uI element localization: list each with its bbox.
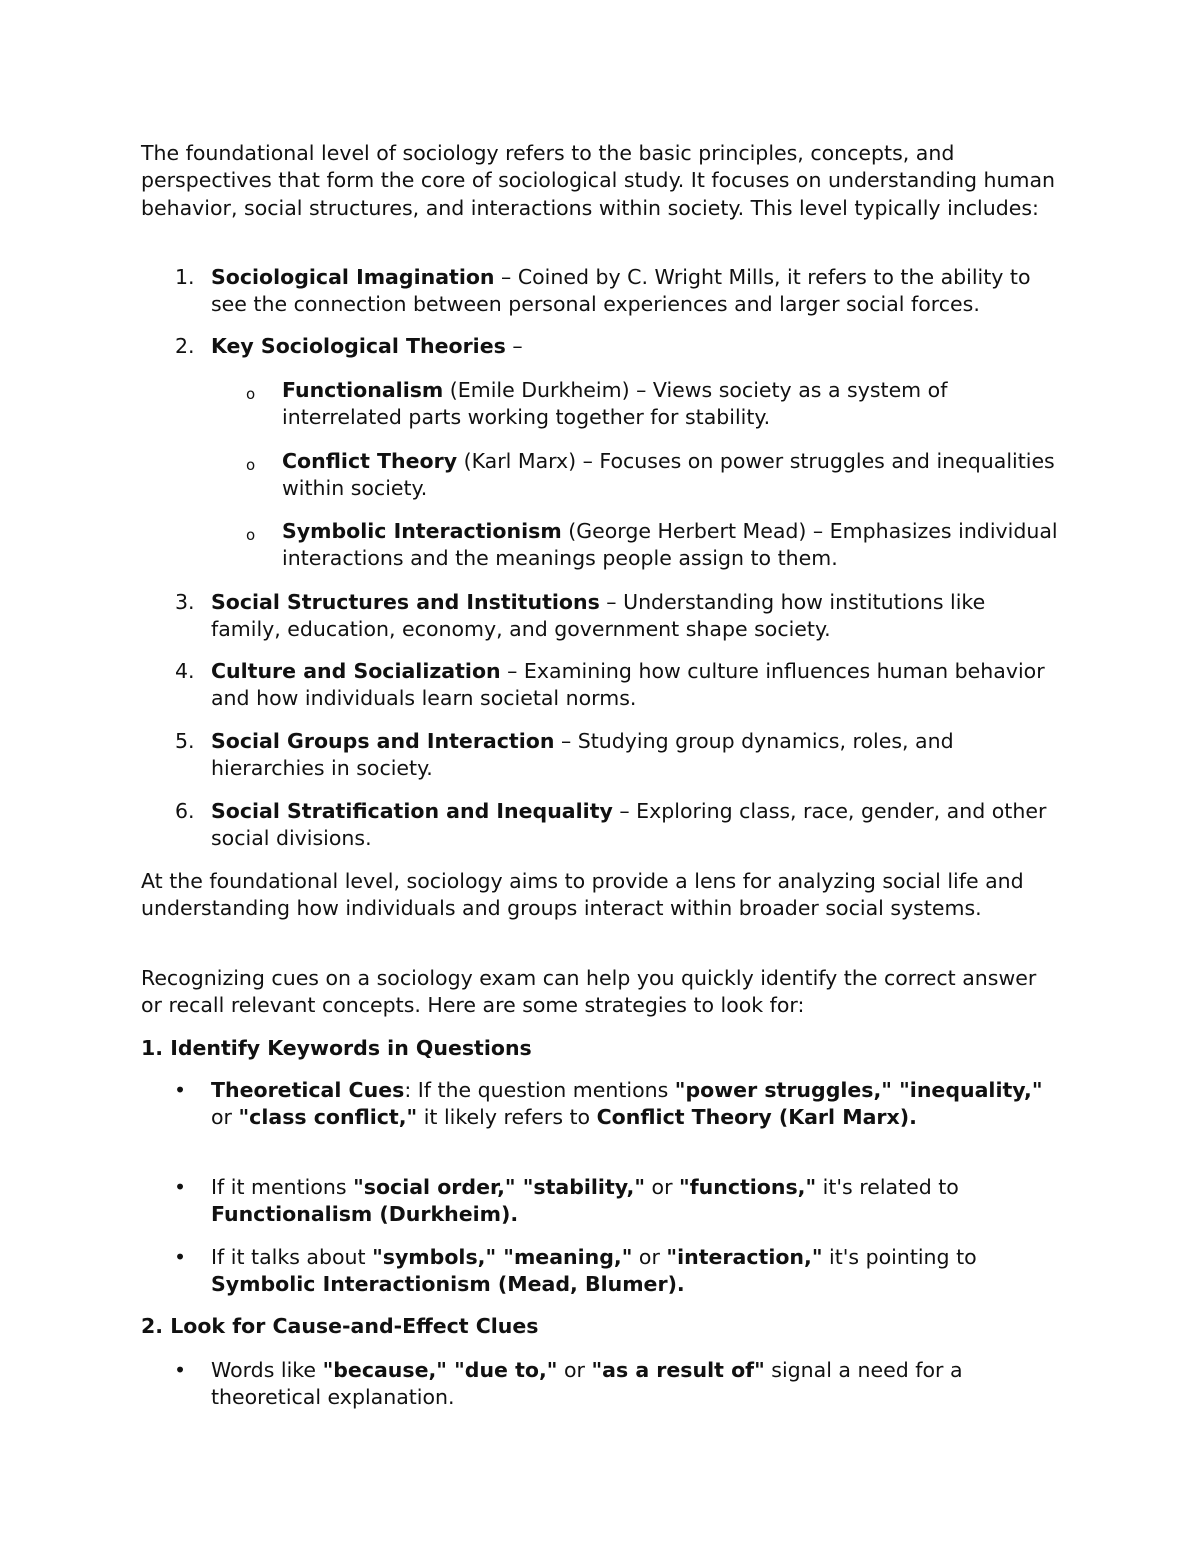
text-run: : If the question mentions: [404, 1078, 675, 1102]
bullet-icon: •: [174, 1358, 187, 1382]
list-term: Culture and Socialization: [211, 659, 501, 683]
text-run: it's pointing to: [822, 1245, 977, 1269]
list-text: [211, 264, 1061, 319]
list-term: Sociological Imagination: [211, 265, 495, 289]
keyword-run: "interaction,": [666, 1245, 823, 1269]
section-heading-keywords: 1. Identify Keywords in Questions: [141, 1036, 532, 1060]
list-number: 4.: [175, 659, 195, 683]
sub-list-text: [282, 448, 1062, 503]
sub-list-text: [282, 377, 1062, 432]
keyword-run: "functions,": [679, 1175, 817, 1199]
keyword-run: "power struggles," "inequality,": [674, 1078, 1043, 1102]
list-desc: – Understanding how institutions like family, education, economy, and government shape society.: [211, 590, 986, 642]
list-number: 5.: [175, 729, 195, 753]
bullet-text: [211, 1357, 1061, 1412]
text-run: it likely refers to: [417, 1105, 597, 1130]
keyword-run: "symbols," "meaning,": [372, 1245, 633, 1269]
text-run: Words like: [211, 1358, 323, 1382]
list-text: [211, 589, 1061, 644]
theory-desc: (Emile Durkheim) – Views society as a system of interrelated parts working together for stability.: [282, 378, 948, 430]
theory-desc: (Karl Marx) – Focuses on power struggles and inequalities within society.: [282, 449, 1055, 501]
list-text: [211, 728, 1061, 783]
list-number: 6.: [175, 799, 195, 823]
section-heading-cause-effect: 2. Look for Cause-and-Effect Clues: [141, 1314, 539, 1338]
text-run: or: [211, 1105, 239, 1130]
bullet-text: [211, 1174, 1061, 1229]
circle-bullet-icon: o: [246, 385, 256, 403]
theory-run: Functionalism (Durkheim).: [211, 1202, 519, 1227]
bullet-icon: •: [174, 1078, 187, 1102]
bullet-icon: •: [174, 1175, 187, 1199]
cue-label: Theoretical Cues: [211, 1078, 405, 1102]
text-run: If it talks about: [211, 1245, 373, 1269]
keyword-run: "because," "due to,": [322, 1358, 558, 1382]
circle-bullet-icon: o: [246, 526, 256, 544]
text-run: or: [632, 1245, 667, 1269]
text-run: or: [645, 1175, 680, 1199]
text-run: it's related to: [816, 1175, 959, 1199]
theory-run: Symbolic Interactionism (Mead, Blumer).: [211, 1272, 685, 1297]
keyword-run: "class conflict,": [238, 1105, 418, 1130]
list-term: Social Structures and Institutions: [211, 590, 600, 614]
circle-bullet-icon: o: [246, 456, 256, 474]
keyword-run: "social order," "stability,": [353, 1175, 646, 1199]
theory-desc: (George Herbert Mead) – Emphasizes individual interactions and the meanings people assign to them.: [282, 519, 1058, 571]
list-term: Key Sociological Theories: [211, 334, 506, 358]
list-number: 3.: [175, 590, 195, 614]
bullet-text: [211, 1077, 1061, 1132]
text-run: If it mentions: [211, 1175, 354, 1199]
summary-paragraph: At the foundational level, sociology aims to provide a lens for analyzing social life and understanding how individuals and groups interact within broader social systems.: [141, 869, 1024, 921]
keyword-run: "as a result of": [591, 1358, 765, 1382]
list-desc: – Examining how culture influences human behavior and how individuals learn societal norms.: [211, 659, 1045, 711]
theory-run: Conflict Theory (Karl Marx).: [596, 1105, 917, 1130]
list-text: [211, 798, 1061, 853]
text-run: signal a need for a theoretical explanation.: [211, 1358, 963, 1410]
bullet-text: [211, 1244, 1061, 1299]
list-desc: – Exploring class, race, gender, and other social divisions.: [211, 799, 1047, 851]
list-desc: – Studying group dynamics, roles, and hierarchies in society.: [211, 729, 954, 781]
theory-term: Conflict Theory: [282, 449, 458, 473]
bullet-icon: •: [174, 1245, 187, 1269]
text-run: or: [557, 1358, 592, 1382]
theory-term: Functionalism: [282, 378, 444, 402]
cues-intro-paragraph: Recognizing cues on a sociology exam can help you quickly identify the correct answer or recall relevant concepts. Here are some strategies to look for:: [141, 966, 1037, 1018]
list-term: Social Groups and Interaction: [211, 729, 555, 753]
sub-list-text: [282, 518, 1062, 573]
list-text: [211, 658, 1061, 713]
list-number: 2.: [175, 334, 195, 358]
intro-paragraph: The foundational level of sociology refers to the basic principles, concepts, and perspectives that form the core of sociological study. It focuses on understanding human behavior, social structures, and interactions within society. This level typically includes:: [141, 141, 1056, 220]
list-desc: – Coined by C. Wright Mills, it refers to the ability to see the connection between personal experiences and larger social forces.: [211, 265, 1031, 317]
list-desc: –: [505, 334, 523, 358]
list-text: [211, 333, 1061, 360]
theory-term: Symbolic Interactionism: [282, 519, 562, 543]
list-number: 1.: [175, 265, 195, 289]
list-term: Social Stratification and Inequality: [211, 799, 613, 823]
